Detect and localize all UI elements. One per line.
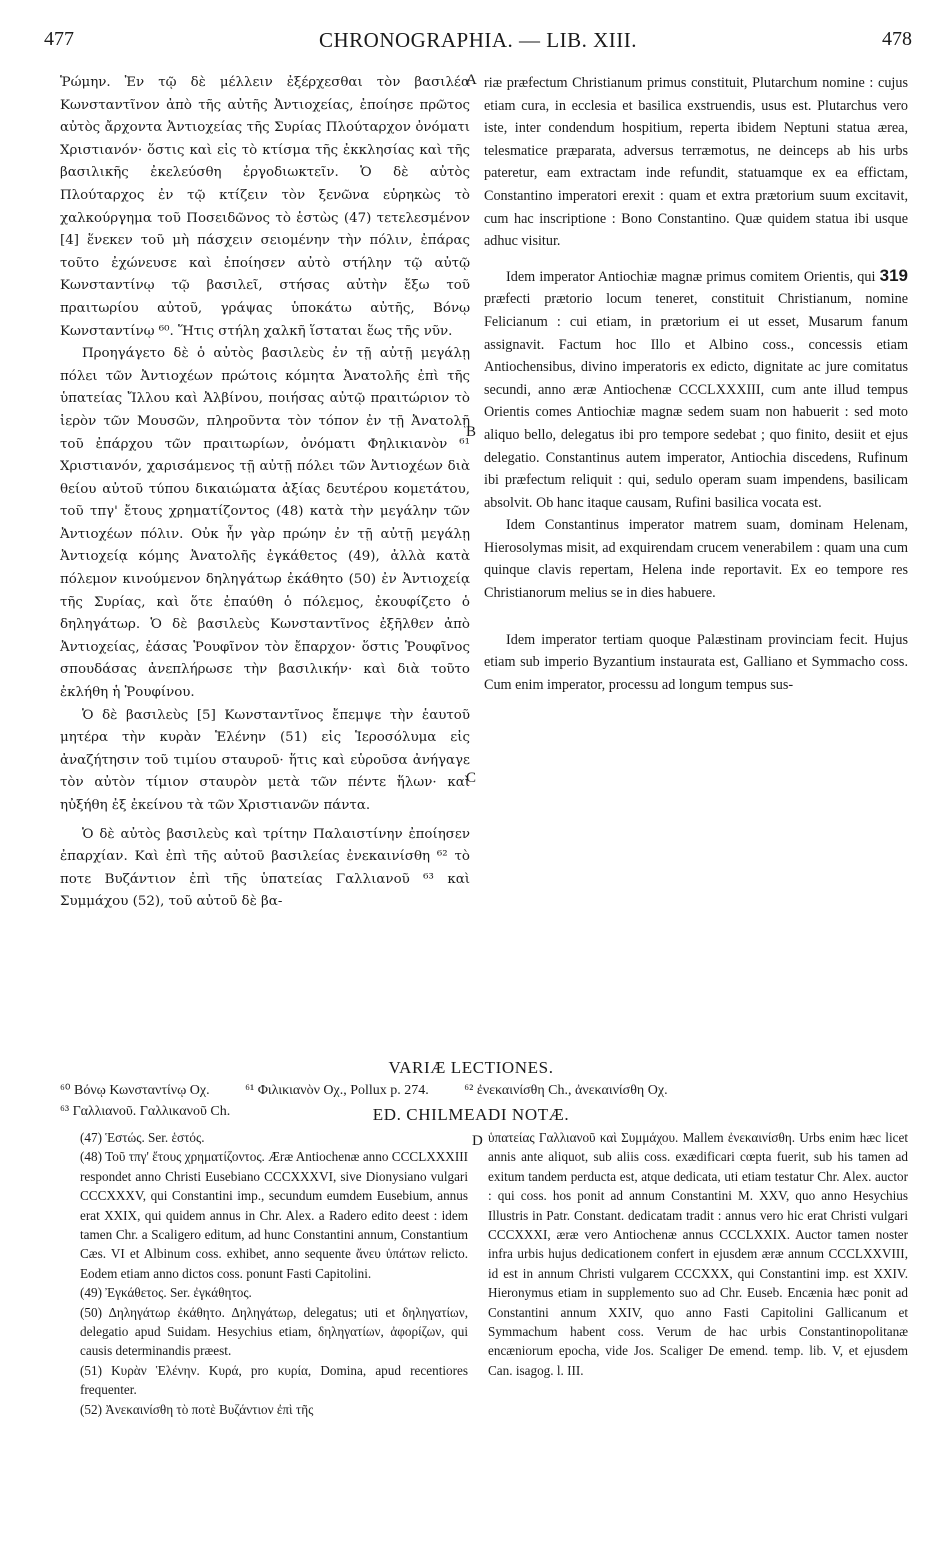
margin-letter-c: C [466,770,477,786]
variae-lectiones-title: VARIÆ LECTIONES. [388,1058,554,1077]
latin-paragraph: Idem Constantinus imperator matrem suam, dominam Helenam, Hierosolymas misit, ad exquirendam crucem venerabilem : quam una cum quinque clavis repertam, Helena inde reportavit. Ex eo tempore res Christianorum melius se in dies habuere. [484,517,908,602]
latin-text-column [484,72,908,696]
greek-paragraph: Ὁ δὲ βασιλεὺς [5] Κωνσταντῖνος ἔπεμψε τὴν ἑαυτοῦ μητέρα τὴν κυρὰν Ἑλένην (51) εἰς Ἱεροσόλυμα εἰς ἀναζήτησιν τοῦ τιμίου σταυροῦ· ἥτις καὶ εὑροῦσα ἀνήγαγε τὸν αὐτὸν τίμιον σταυρὸν μετὰ τῶν πέντε ἥλων· καὶ ηὐξήθη ἐξ ἐκείνου τὰ τῶν Χριστιανῶν πάντα. [60,707,470,813]
notes-left-column [80,1128,468,1419]
note-entry: (51) Κυρὰν Ἑλένην. Κυρά, pro κυρία, Domina, apud recentiores frequenter. [80,1362,468,1398]
notes-title: ED. CHILMEADI NOTÆ. [372,1105,570,1124]
left-page-number: 477 [44,28,74,50]
latin-text: præfecti prætorio locum teneret, constituit Christianum, nomine Felicianum : cui etiam, in prætorium ei ut esset, Musarum fanum assignavit. Factum hoc Illo et Albino coss., concessis etiam Antiochensibus, divino imperatoris ex edicto, dignitate ac jure comitatus secundi, anno æræ Antiochenæ CCCLXXXIII, cum ante illud tempus Orientis comes Antiochiæ magnæ sedem suam non habuerit : sed moto aliquo bello, delegatus ibi pro tempore sedebat ; quo finito, desiit et ejus delegatio. Constantinus autem imperator, Antiochia discedens, Rufinum ibi præfectum reliquit : qui, sedulo operam suam impendens, basilicam absolvit. Ob hanc itaque causam, Rufini basilica vocata est. [484,291,908,511]
running-header [44,28,912,64]
latin-text: Idem imperator Antiochiæ magnæ primus comitem Orientis, qui [506,268,880,285]
latin-paragraph: Idem imperator tertiam quoque Palæstinam provinciam fecit. Hujus etiam sub imperio Byzantium instaurata est, Galliano et Symmacho coss. Cum enim imperator, processu ad longum tempus sus- [484,631,908,693]
note-entry: (49) Ἐγκάθετος. Ser. ἐγκάθητος. [80,1285,252,1301]
note-entry: (47) Ἑστώς. Ser. ἑστός. [80,1130,205,1145]
variae-row [60,1080,910,1101]
margin-letter-b: B [466,424,477,440]
greek-text-column [60,72,470,914]
running-title: CHRONOGRAPHIA. — LIB. XIII. [319,28,637,52]
greek-paragraph: Ὁ δὲ αὐτὸς βασιλεὺς καὶ τρίτην Παλαιστίνην ἐποίησεν ἐπαρχίαν. Καὶ ἐπὶ τῆς αὐτοῦ βασιλείας ἐνεκαινίσθη ⁶² τὸ ποτε Βυζάντιον ἐπὶ τῆς ὑπατείας Γαλλιανοῦ ⁶³ καὶ Συμμάχου (52), τοῦ αὐτοῦ δὲ βα- [60,826,470,910]
margin-letter-d: D [472,1133,483,1149]
variant-reading: ⁶⁰ Βόνῳ Κωνσταντίνῳ Οχ. [60,1083,210,1098]
page-marker-number: 319 [879,265,908,285]
note-entry: ὑπατείας Γαλλιανοῦ καὶ Συμμάχου. Mallem ἐνεκαινίσθη. Urbs enim hæc licet annis ante aliquot, sub aliis coss. exædificari cœpta fuerit, sub his tamen ad exitum tandem perducta est, atque dedicata, uti etiam testatur Chr. Alex. auctor : qui coss. hos ponit ad annum Constantini M. XXV, quo anno Hesychius Illustris in Patr. Constant. dedicatam tradit : annus vero hic erat Christi vulgari CCCXXXI, æræ vero Antiochenæ annus CCCLXXIX. Auctor tamen noster infra urbis hujus dedicationem confert in ejusdem æræ annum CCCLXXVIII, id est in annum Christi vulgarem CCCXXX, qui Constantini imp. est XXIV. Hieronymus etiam in supplemento suo ad Chr. Euseb. Encænia hæc ponit ad Constantini annum XXIV, quo anno Fasti Capitolini Gallicanum et Symmachum habent coss. Verum de hac urbis Constantinopolitanæ encæniorum epocha, vide Jos. Scaliger De emend. temp. lib. V, et ejusdem Can. isagog. l. III. [488,1130,908,1378]
margin-letter-a: A [466,72,477,88]
variant-reading: ⁶³ Γαλλιανοῦ. Γαλλικανοῦ Ch. [60,1104,231,1119]
variant-reading: ⁶² ἐνεκαινίσθη Ch., ἀνεκαινίσθη Οχ. [464,1083,668,1098]
greek-paragraph: Ῥώμην. Ἐν τῷ δὲ μέλλειν ἐξέρχεσθαι τὸν βασιλέα Κωνσταντῖνον ἀπὸ τῆς αὐτῆς Ἀντιοχείας, ἐποίησε πρῶτος αὐτὸς ἄρχοντα Ἀντιοχείας τῆς Συρίας Πλούταρχον ὀνόματι Χριστιανόν· ὅστις καὶ εἰς τὸ κτίσμα τῆς ἐκκλησίας καὶ τῆς βασιλικῆς ἐκελεύσθη ἐργοδιωκτεῖν. Ὁ δὲ αὐτὸς Πλούταρχος ἐν τῷ κτίζειν τὸν ξενῶνα εὑρηκὼς τὸ χαλκούργημα τοῦ Ποσειδῶνος τὸ ἑστὼς (47) τετελεσμένον [4] ἕνεκεν τοῦ μὴ πάσχειν σειομένην τὴν πόλιν, ἐπάρας τοῦτο ἐχώνευσε καὶ ἐποίησεν αὐτὸ στήλην τῷ αὐτῷ Κωνσταντίνῳ τῷ βασιλεῖ, στήσας αὐτὴν ἔξω τοῦ πραιτωρίου αὐτοῦ, γράψας ὑποκάτω αὐτῆς, Βόνῳ Κωνσταντίνῳ ⁶⁰. Ἥτις στήλη χαλκῆ ἵσταται ἕως τῆς νῦν. [60,75,470,339]
right-page-number: 478 [882,28,912,50]
note-entry: (48) Τοῦ τπγ' ἔτους χρηματίζοντος. Æræ Antiochenæ anno CCCLXXXIII respondet anno Christi Eusebiano CCCXXXVI, sive Dionysiano vulgari CCCXXXV, qui Constantini imp., secundum eumdem Eusebium, annus erat XXIX, qui quidem annus in Chr. Alex. a Radero edito deest : idem tamen Chr. a Scaligero editum, ad hunc Constantini annum, Constantium Cæs. VI et Albinum coss. exhibet, anno sequente ἄνευ ὑπάτων relicto. Eodem etiam anno dictos coss. ponunt Fasti Capitolini. [80,1149,468,1281]
latin-paragraph: riæ præfectum Christianum primus constituit, Plutarchum nomine : cujus etiam cura, in ecclesia et basilica exstruendis, usus est. Plutarchus vero iste, inter condendum hospitium, reperta ibidem Neptuni statua ærea, telesmatice præparata, adversus terræmotus, ne deinceps ab his urbs pateretur, eam extractam inde refundit, statuamque ex ea effictam, Constantino imperatori erexit : quam et extra prætorium suum excitavit, cum hac inscriptione : Bono Constantino. Quæ quidem statua ibi usque adhuc visitur. [484,75,908,250]
latin-paragraph-comes-orientis [484,265,908,515]
note-entry: (50) Δηληγάτωρ ἐκάθητο. Δηληγάτωρ, delegatus; uti et δηληγατίων, delegatio apud Suidam. Hesychius etiam, δηληγατίων, ἀφορίζων, qui causis determinandis præest. [80,1304,468,1359]
greek-paragraph: Προηγάγετο δὲ ὁ αὐτὸς βασιλεὺς ἐν τῇ αὐτῇ μεγάλῃ πόλει τῶν Ἀντιοχέων πρώτοις κόμητα Ἀνατολῆς ἐπὶ τῆς ὑπατείας Ἴλλου καὶ Ἀλβίνου, ποιήσας αὐτῷ πραιτώριον τὸ ἱερὸν τῶν Μουσῶν, πληροῦντα τὸν τόπον ἐν τῇ Ἀνατολῇ τοῦ ἐπάρχου τῶν πραιτωρίων, ὀνόματι Φηλικιανὸν ⁶¹ Χριστιανόν, χαρισάμενος τῇ αὐτῇ πόλει τῶν Ἀντιοχέων διὰ θείου αὐτοῦ τύπου δικαιώματα ἀξίας δευτέρου κομετάτου, τοῦ τπγ' ἔτους χρηματίζοντος (48) κατὰ τὴν μεγάλην τῶν Ἀντιοχέων πόλιν. Οὐκ ἦν γὰρ πρώην ἐν τῇ αὐτῇ μεγάλῃ Ἀντιοχείᾳ κόμης Ἀνατολῆς ἐγκάθετος (49), ἀλλὰ κατὰ πόλεμον κινούμενον δηληγάτωρ ἐκάθητο (50) ἐν Ἀντιοχείᾳ τῆς Συρίας, καὶ ὅτε ἐπαύθη ὁ πόλεμος, ἐκουφίζετο ὁ δηληγάτωρ. Ὁ δὲ βασιλεὺς Κωνσταντῖνος ἐξῆλθεν ἀπὸ Ἀντιοχείας, ἐάσας Ῥουφῖνον τὸν ἔπαρχον· ὅστις Ῥουφῖνος σπουδάσας ἀνεπλήρωσε τὴν βασιλικήν· καὶ διὰ τοῦτο ἐκλήθη ἡ Ῥουφίνου. [60,346,470,701]
notes-right-column [488,1128,908,1380]
variant-reading: ⁶¹ Φιλικιανὸν Οχ., Pollux p. 274. [245,1083,429,1098]
note-entry: (52) Ἀνεκαινίσθη τὸ ποτὲ Βυζάντιον ἐπὶ τῆς [80,1401,314,1417]
